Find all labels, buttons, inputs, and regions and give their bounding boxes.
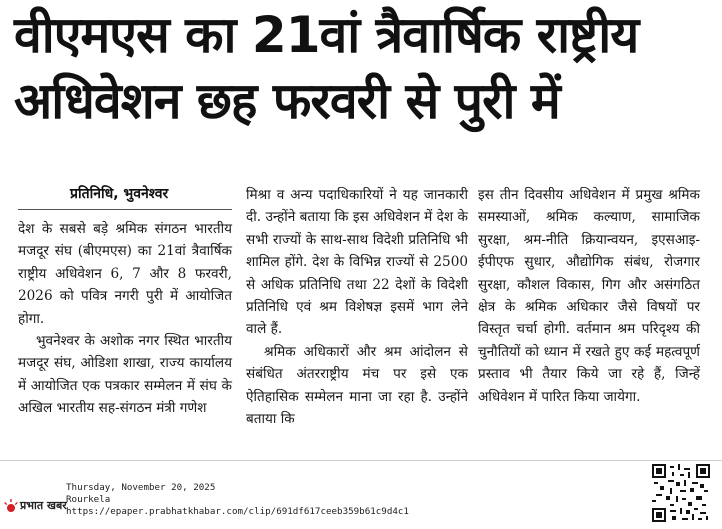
paragraph: इस तीन दिवसीय अधिवेशन में प्रमुख श्रमिक समस्याओं, श्रमिक कल्याण, सामाजिक सुरक्षा, श्रम-नीति क्रियान्वयन, इएसआइ-ईपीएफ सुधार, औद्योगिक संबंध, रोजगार सुरक्षा, कौशल विकास, गिग और असंगठित क्षेत्र के श्रमिक अधिकार जैसे विषयों पर विस्तृत चर्चा होगी. वर्तमान श्रम परिदृश्य की चुनौतियों को ध्यान में रखते हुए कई महत्वपूर्ण प्रस्ताव भी तैयार किये जा रहे हैं, जिन्हें अधिवेशन में पारित किया जायेगा.	[478, 187, 700, 405]
paragraph: श्रमिक अधिकारों और श्रम आंदोलन से संबंधित अंतरराष्ट्रीय मंच पर इसे एक ऐतिहासिक सम्मेलन माना जा रहा है. उन्होंने बताया कि	[246, 343, 468, 428]
paragraph: मिश्रा व अन्य पदाधिकारियों ने यह जानकारी दी. उन्होंने बताया कि इस अधिवेशन में देश के सभी राज्यों के साथ-साथ विदेशी प्रतिनिधि भी शामिल होंगे. देश के विभिन्न राज्यों से 2500 से अधिक प्रतिनिधि तथा 22 देशों के विदेशी प्रतिनिधि एवं श्रम विशेषज्ञ इसमें भाग लेने वाले हैं.	[246, 187, 468, 338]
clip-metadata	[66, 482, 409, 519]
article-column-3	[478, 184, 700, 454]
headline-line-1: वीएमएस का 21वां त्रैवार्षिक राष्ट्रीय	[14, 6, 639, 64]
paragraph: देश के सबसे बड़े श्रमिक संगठन भारतीय मजदूर संघ (बीएमएस) का 21वां त्रैवार्षिक राष्ट्रीय अधिवेशन 6, 7 और 8 फरवरी, 2026 को पवित्र नगरी पुरी में आयोजित होगा.	[18, 221, 232, 327]
article-column-1	[18, 218, 232, 488]
qr-code-icon	[652, 464, 710, 522]
clip-edition: Rourkela	[66, 494, 111, 506]
article-column-2	[246, 184, 468, 454]
clip-url[interactable]: https://epaper.prabhatkhabar.com/clip/691df617ceeb359b61c9d4c1	[66, 506, 409, 518]
clip-date: Thursday, November 20, 2025	[66, 482, 216, 493]
headline	[14, 2, 714, 134]
brand-name: प्रभात खबर	[20, 499, 67, 512]
sun-logo-icon	[4, 499, 18, 513]
headline-line-2: अधिवेशन छह फरवरी से पुरी में	[14, 72, 560, 130]
footer-divider	[0, 460, 722, 461]
brand-logo	[4, 498, 67, 513]
paragraph: भुवनेश्वर के अशोक नगर स्थित भारतीय मजदूर संघ, ओडिशा शाखा, राज्य कार्यालय में आयोजित एक पत्रकार सम्मेलन में संघ के अखिल भारतीय सह-संगठन मंत्री गणेश	[18, 333, 232, 417]
byline-divider	[18, 209, 232, 210]
byline: प्रतिनिधि, भुवनेश्वर	[70, 186, 169, 202]
